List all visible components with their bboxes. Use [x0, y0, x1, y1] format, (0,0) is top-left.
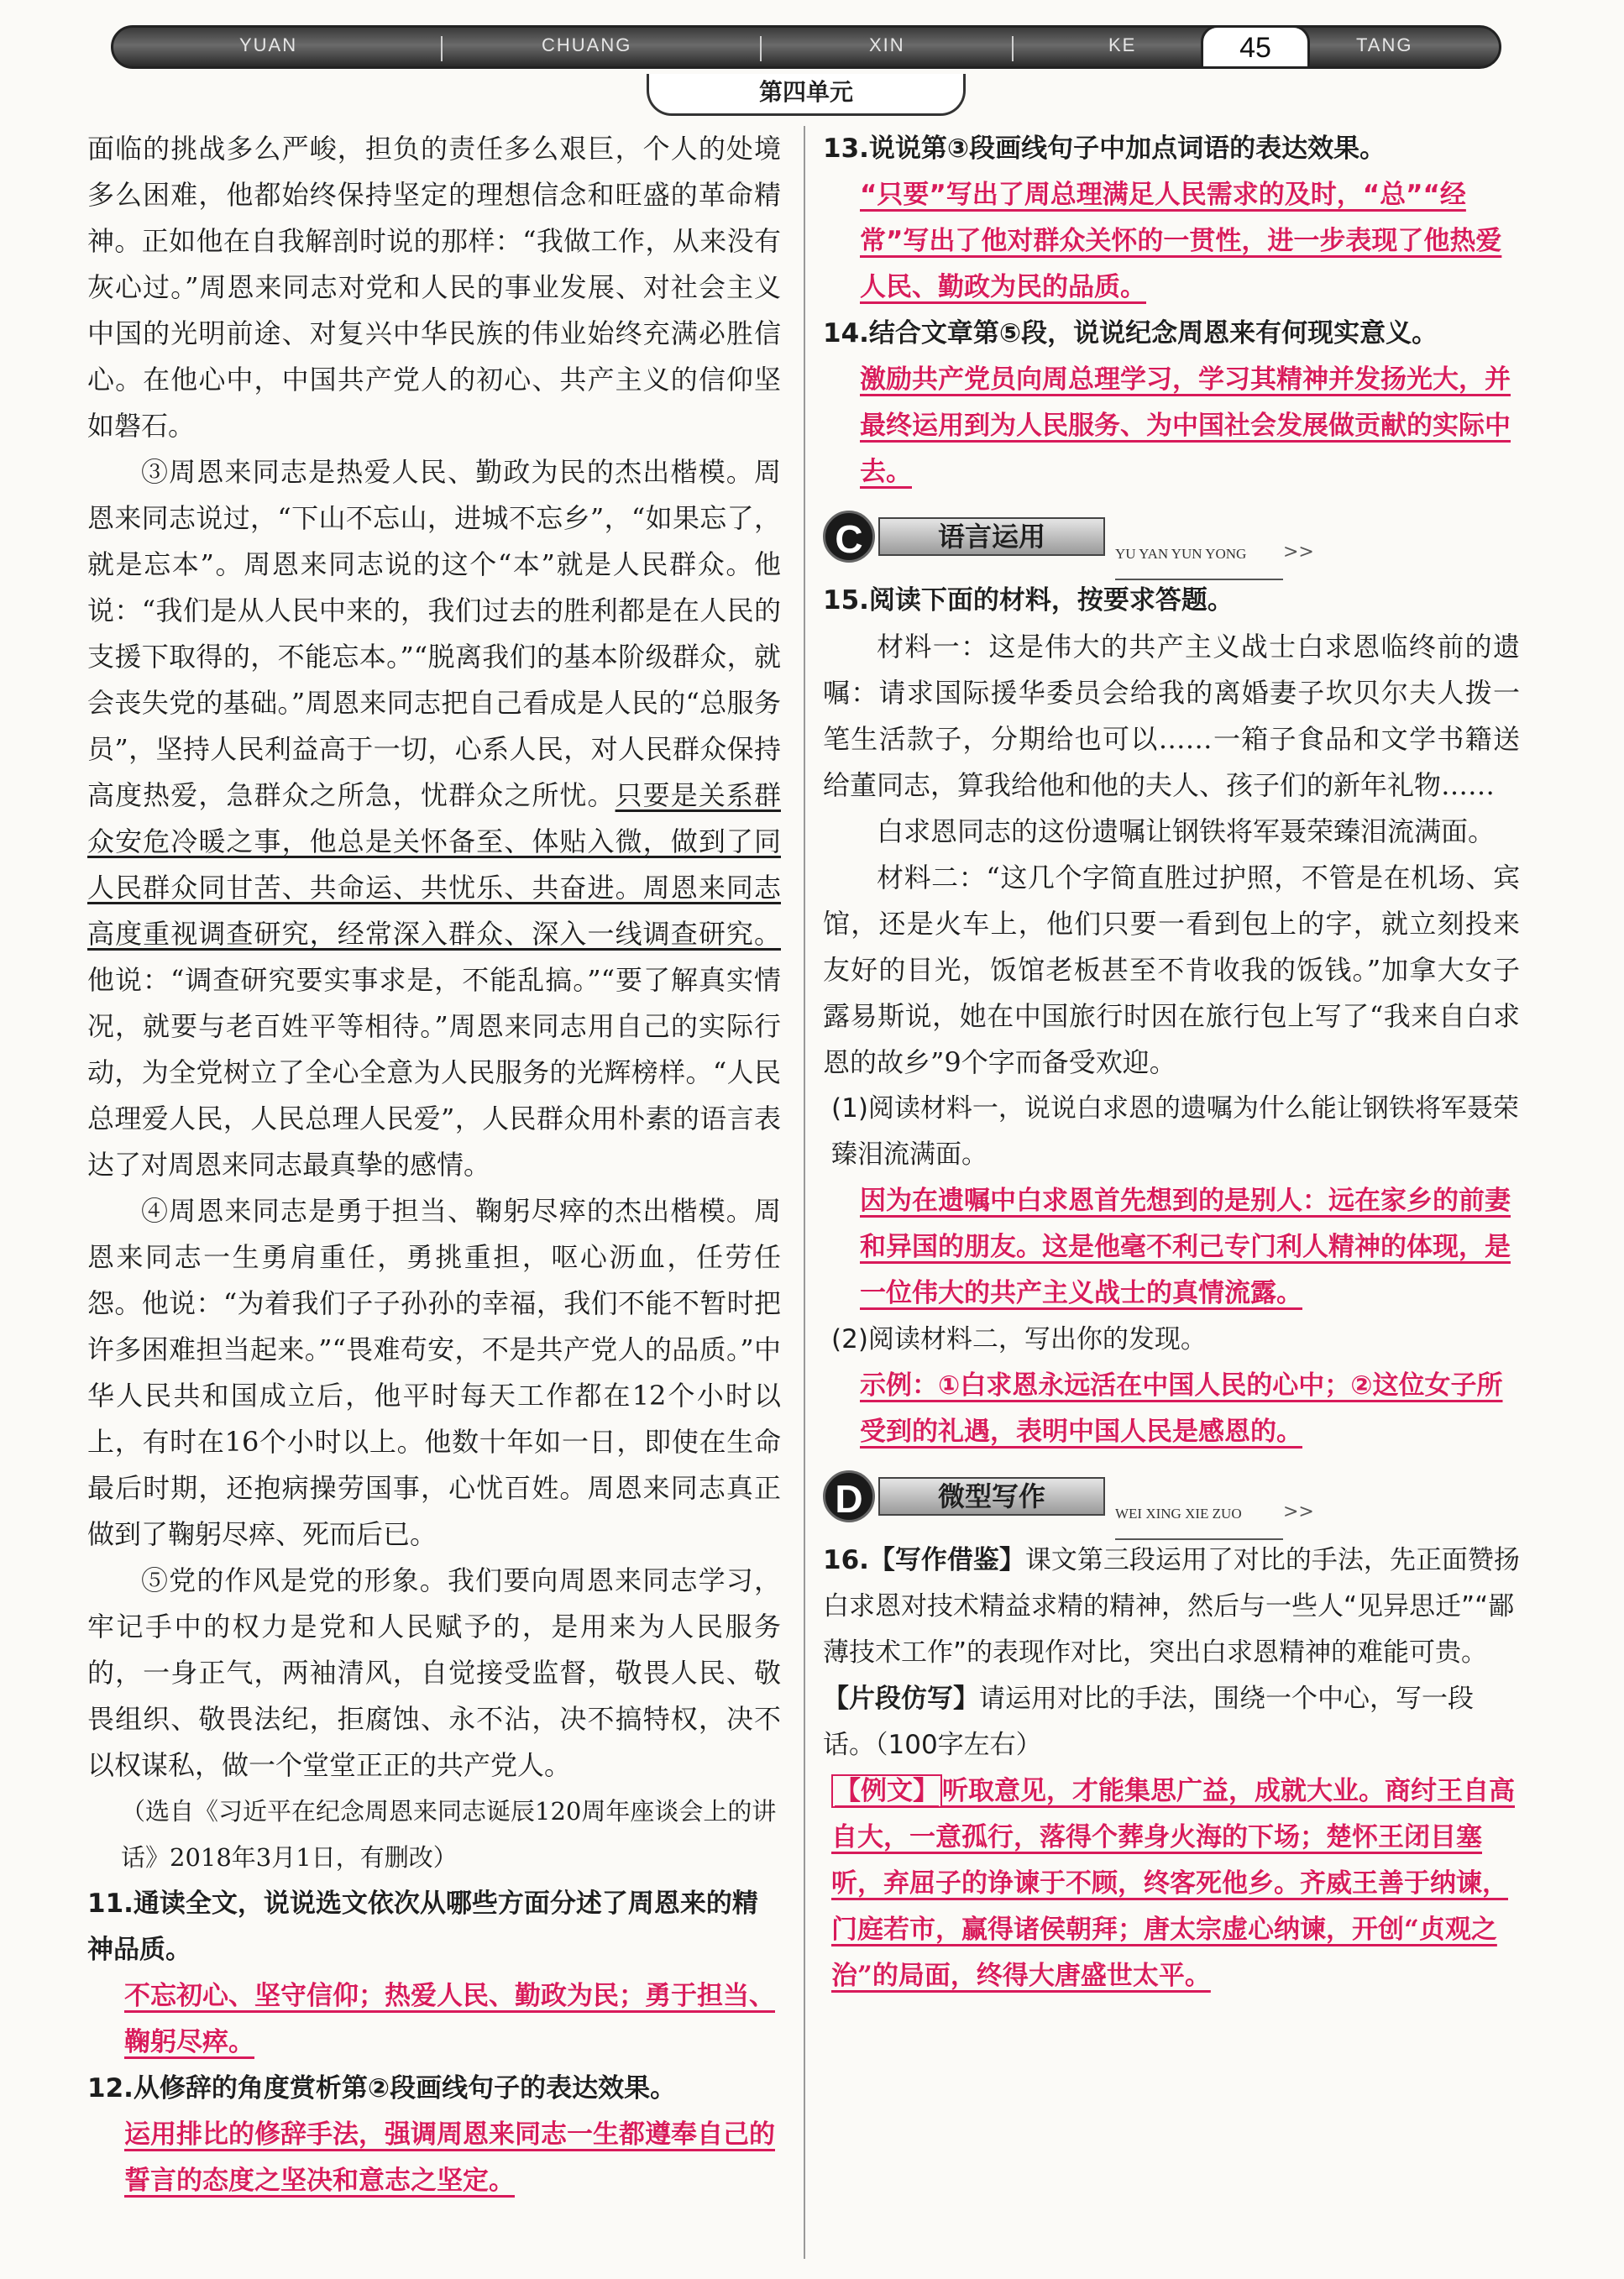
source-citation: （选自《习近平在纪念周恩来同志诞辰120周年座谈会上的讲话》2018年3月1日，有删改） — [121, 1797, 777, 1872]
section-banner-d — [823, 1465, 1520, 1529]
question-16-task — [823, 1676, 1520, 1768]
answer-13: “只要”写出了周总理满足人民需求的及时，“总”“经常”写出了他对群众关怀的一贯性，进一步表现了他热爱人民、勤政为民的品质。 — [860, 180, 1502, 302]
double-chevron-icon: >> — [1283, 1501, 1314, 1522]
header-seg-tang: TANG — [1356, 34, 1413, 55]
paragraph-2-tail: 面临的挑战多么严峻，担负的责任多么艰巨，个人的处境多么困难，他都始终保持坚定的理想信念和旺盛的革命精神。正如他在自我解剖时说的那样：“我做工作，从来没有灰心过。”周恩来同志对党和人民的事业发展、对社会主义中国的光明前途、对复兴中华民族的伟业始终充满必胜信心。在他心中，中国共产党人的初心、共产主义的信仰坚如磐石。 — [87, 133, 781, 442]
answer-11: 不忘初心、坚守信仰；热爱人民、勤政为民；勇于担当、鞠躬尽瘁。 — [124, 1981, 775, 2057]
question-15-1: (1)阅读材料一，说说白求恩的遗嘱为什么能让钢铁将军聂荣臻泪流满面。 — [831, 1093, 1519, 1170]
double-chevron-icon: >> — [1283, 542, 1314, 563]
question-16-tag: 16.【写作借鉴】 — [823, 1545, 1025, 1575]
paragraph-4: ④周恩来同志是勇于担当、鞠躬尽瘁的杰出楷模。周恩来同志一生勇肩重任，勇挑重担，呕心沥血，任劳任怨。他说：“为着我们子子孙孙的幸福，我们不能不暂时把许多困难担当起来。”“畏难苟安，不是共产党人的品质。”中华人民共和国成立后，他平时每天工作都在12个小时以上，有时在16个小时以上。他数十年如一日，即使在生命最后时期，还抱病操劳国事，心忧百姓。周恩来同志真正做到了鞠躬尽瘁、死而后已。 — [87, 1195, 781, 1550]
paragraph-3-a: ③周恩来同志是热爱人民、勤政为民的杰出楷模。周恩来同志说过，“下山不忘山，进城不忘乡”，“如果忘了，就是忘本”。周恩来同志说的这个“本”就是人民群众。他说：“我们是从人民中来的，我们过去的胜利都是在人民的支援下取得的，不能忘本。”“脱离我们的基本阶级群众，就会丧失党的基础。”周恩来同志把自己看成是人民的“总服务员”，坚持人民利益高于一切，心系人民，对人民群众保持高度热爱，急群众之所急，忧群众之所忧。 — [87, 456, 781, 811]
question-14: 14.结合文章第⑤段，说说纪念周恩来有何现实意义。 — [823, 318, 1438, 348]
answer-12: 运用排比的修辞手法，强调周恩来同志一生都遵奉自己的誓言的态度之坚决和意志之坚定。 — [124, 2119, 775, 2196]
material-2: 材料二：“这几个字简直胜过护照，不管是在机场、宾馆，还是火车上，他们只要一看到包上的字，就立刻投来友好的目光，饭馆老板甚至不肯收我的饭钱。”加拿大女子露易斯说，她在中国旅行时因在旅行包上写了“我来自白求恩的故乡”9个字而备受欢迎。 — [823, 862, 1520, 1078]
column-divider — [804, 126, 805, 2259]
material-1: 材料一：这是伟大的共产主义战士白求恩临终前的遗嘱：请求国际援华委员会给我的离婚妻子坎贝尔夫人拨一笔生活款子，分期给也可以……一箱子食品和文学书籍送给董同志，算我给他和他的夫人、孩子们的新年礼物…… — [823, 631, 1520, 801]
header-seg-yuan: YUAN — [239, 34, 298, 55]
section-c-badge: C — [823, 511, 875, 563]
answer-15-1: 因为在遗嘱中白求恩首先想到的是别人：远在家乡的前妻和异国的朋友。这是他毫不利己专门利人精神的体现，是一位伟大的共产主义战士的真情流露。 — [860, 1186, 1511, 1308]
paragraph-3-c: 他说：“调查研究要实事求是，不能乱搞。”“要了解真实情况，就要与老百姓平等相待。”周恩来同志用自己的实际行动，为全党树立了全心全意为人民服务的光辉榜样。“人民总理爱人民，人民总理人民爱”，人民群众用朴素的语言表达了对周恩来同志最真挚的感情。 — [87, 964, 781, 1181]
answer-15-2: 示例：①白求恩永远活在中国人民的心中；②这位女子所受到的礼遇，表明中国人民是感恩的。 — [860, 1370, 1503, 1447]
question-12: 12.从修辞的角度赏析第②段画线句子的表达效果。 — [87, 2073, 677, 2103]
unit-title: 第四单元 — [647, 74, 966, 116]
header-seg-xin: XIN — [869, 34, 905, 55]
question-15: 15.阅读下面的材料，按要求答题。 — [823, 585, 1234, 616]
section-d-pinyin: WEI XING XIE ZUO — [1115, 1491, 1283, 1540]
header-seg-chuang: CHUANG — [542, 34, 632, 55]
question-16-text: 课文第三段运用了对比的手法，先正面赞扬白求恩对技术精益求精的精神，然后与一些人“见异思迁”“鄙薄技术工作”的表现作对比，突出白求恩精神的难能可贵。 — [823, 1545, 1520, 1668]
question-16-task-tag: 【片段仿写】 — [823, 1684, 979, 1714]
question-11: 11.通读全文，说说选文依次从哪些方面分述了周恩来的精神品质。 — [87, 1889, 758, 1965]
header-divider — [441, 36, 443, 61]
example-tag: 【例文】 — [831, 1774, 942, 1808]
header-divider — [760, 36, 762, 61]
section-c-pinyin: YU YAN YUN YONG — [1115, 531, 1283, 580]
right-column — [823, 126, 1520, 1999]
question-15-2: (2)阅读材料二，写出你的发现。 — [831, 1324, 1207, 1354]
header-divider — [1012, 36, 1014, 61]
section-d-badge: D — [823, 1470, 875, 1522]
page-number: 45 — [1201, 25, 1310, 69]
question-16-task-text: 请运用对比的手法，围绕一个中心，写一段话。（100字左右） — [823, 1684, 1474, 1760]
section-banner-c — [823, 506, 1520, 569]
question-16 — [823, 1538, 1520, 1676]
paragraph-5: ⑤党的作风是党的形象。我们要向周恩来同志学习，牢记手中的权力是党和人民赋予的，是用来为人民服务的，一身正气，两袖清风，自觉接受监督，敬畏人民、敬畏组织、敬畏法纪，拒腐蚀、永不沾，决不搞特权，决不以权谋私，做一个堂堂正正的共产党人。 — [87, 1564, 781, 1781]
paragraph-3-underlined: 只要是关系群众安危冷暖之事，他总是关怀备至、体贴入微，做到了同人民群众同甘苦、共命运、共忧乐、共奋进。周恩来同志高度重视调查研究，经常深入群众、深入一线调查研究。 — [87, 779, 781, 950]
left-column — [87, 126, 781, 2204]
header-seg-ke: KE — [1108, 34, 1137, 55]
answer-14: 激励共产党员向周总理学习，学习其精神并发扬光大，并最终运用到为人民服务、为中国社会发展做贡献的实际中去。 — [860, 364, 1511, 487]
example-text: 听取意见，才能集思广益，成就大业。商纣王自高自大，一意孤行，落得个葬身火海的下场；楚怀王闭目塞听，弃屈子的诤谏于不顾，终客死他乡。齐威王善于纳谏，门庭若市，赢得诸侯朝拜；唐太宗虚心纳谏，开创“贞观之治”的局面，终得大唐盛世太平。 — [831, 1776, 1515, 1991]
section-c-title: 语言运用 — [878, 517, 1105, 556]
example-essay — [831, 1768, 1520, 1999]
material-1-note: 白求恩同志的这份遗嘱让钢铁将军聂荣臻泪流满面。 — [877, 815, 1496, 847]
question-13: 13.说说第③段画线句子中加点词语的表达效果。 — [823, 134, 1386, 164]
section-d-title: 微型写作 — [878, 1477, 1105, 1516]
paragraph-3 — [87, 449, 781, 1188]
